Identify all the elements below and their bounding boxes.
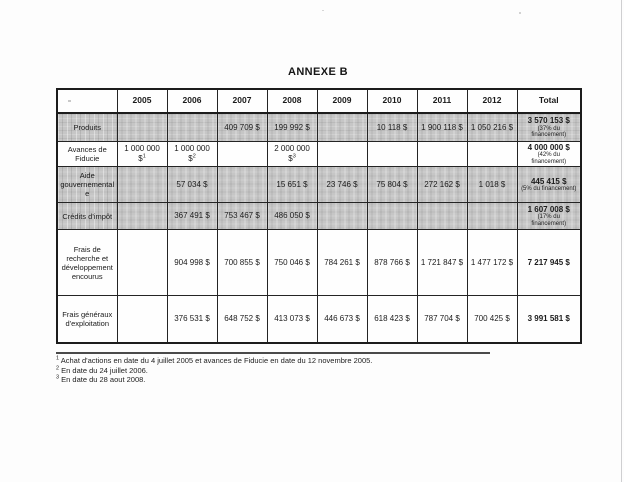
table-cell: 376 531 $ (167, 296, 217, 343)
table-cell: 199 992 $ (267, 113, 317, 141)
footnote-ref: 3 (292, 153, 296, 160)
total-amount: 1 607 008 $ (527, 204, 570, 214)
scan-speck (519, 12, 521, 14)
table-cell (167, 113, 217, 141)
table-header (57, 89, 581, 113)
column-header-2006: 2006 (167, 89, 217, 113)
table-cell: 1 018 $ (467, 167, 517, 203)
table-cell: 700 855 $ (217, 230, 267, 296)
table-body (57, 113, 581, 343)
column-header-2009: 2009 (317, 89, 367, 113)
table-cell: 2 000 000 \$$^3$ (267, 141, 317, 167)
table-cell (317, 141, 367, 167)
table-cell: 23 746 $ (317, 167, 367, 203)
footnote-number: 2 (56, 365, 60, 371)
table-cell: 750 046 $ (267, 230, 317, 296)
total-cell (517, 296, 581, 343)
total-note: (42% du financement) (531, 152, 567, 165)
row-label: Aide gouvernementale (57, 167, 117, 203)
table-cell (367, 141, 417, 167)
table-cell: 618 423 $ (367, 296, 417, 343)
table-cell: 486 050 $ (267, 203, 317, 230)
total-cell (517, 113, 581, 141)
table-cell: 10 118 $ (367, 113, 417, 141)
table-cell (317, 113, 367, 141)
table-row (57, 141, 581, 167)
table-cell (467, 203, 517, 230)
table-cell: 1 721 847 $ (417, 230, 467, 296)
table-cell (467, 141, 517, 167)
row-label: Frais de recherche et développement encourus (57, 230, 117, 296)
column-header-2012: 2012 (467, 89, 517, 113)
row-label: Produits (57, 113, 117, 141)
row-label: Crédits d'impôt (57, 203, 117, 230)
total-note: (5% du financement) (521, 186, 577, 192)
total-cell (517, 230, 581, 296)
table-cell: 753 467 $ (217, 203, 267, 230)
table-cell (117, 113, 167, 141)
footnote-number: 3 (56, 374, 60, 381)
column-header-2005: 2005 (117, 89, 167, 113)
column-header-2007: 2007 (217, 89, 267, 113)
total-note: (37% du financement) (531, 125, 567, 138)
table-row (57, 296, 581, 343)
table-cell: 1 000 000 \$$^1$ (117, 141, 167, 167)
total-note: (17% du financement) (531, 214, 567, 227)
annexe-b-table (56, 88, 582, 344)
table-cell (117, 167, 167, 203)
table-cell: 413 073 $ (267, 296, 317, 343)
column-header-2008: 2008 (267, 89, 317, 113)
footnote-number: 1 (56, 355, 60, 362)
table-cell (117, 230, 167, 296)
table-cell (417, 203, 467, 230)
column-header-blank (57, 89, 117, 113)
total-amount: 4 000 000 $ (527, 142, 570, 152)
total-amount: 445 415 $ (530, 176, 567, 186)
footnote: $^3$ En date du 28 aout 2008. (56, 374, 146, 384)
footnote-divider (56, 352, 490, 354)
table-row (57, 203, 581, 230)
row-label: Avances de Fiducie (57, 141, 117, 167)
table-cell: 1 000 000 \$$^2$ (167, 141, 217, 167)
table-cell: 75 804 $ (367, 167, 417, 203)
table-cell: 904 998 $ (167, 230, 217, 296)
scan-speck (322, 10, 324, 11)
table-cell (417, 141, 467, 167)
table-cell: 367 491 $ (167, 203, 217, 230)
total-cell (517, 167, 581, 203)
footnote-ref: 1 (142, 153, 146, 160)
table-cell: 784 261 $ (317, 230, 367, 296)
footnote-ref: 2 (192, 153, 196, 160)
table-cell: 878 766 $ (367, 230, 417, 296)
column-header-total: Total (517, 89, 581, 113)
table-row (57, 113, 581, 141)
column-header-2011: 2011 (417, 89, 467, 113)
table-cell: 787 704 $ (417, 296, 467, 343)
table-cell: 700 425 $ (467, 296, 517, 343)
table-cell (217, 167, 267, 203)
table-cell: 57 034 $ (167, 167, 217, 203)
table-cell: 1 050 216 $ (467, 113, 517, 141)
table-cell (367, 203, 417, 230)
column-header-2010: 2010 (367, 89, 417, 113)
footnote-list (56, 356, 526, 385)
total-amount: 3 991 581 $ (527, 314, 570, 323)
table-cell: 648 752 $ (217, 296, 267, 343)
footnote: $^2$ En date du 24 juillet 2006. (56, 365, 148, 375)
table-cell: 272 162 $ (417, 167, 467, 203)
table-cell: 1 900 118 $ (417, 113, 467, 141)
table-header-row (57, 89, 581, 113)
footnote: $^1$ Achat d'actions en date du 4 juillet 2005 et avances de Fiducie en date du 12 novembre 2005. (56, 355, 373, 365)
table-cell: 446 673 $ (317, 296, 367, 343)
table-cell: 409 709 $ (217, 113, 267, 141)
table-cell (317, 203, 367, 230)
scan-edge-artifact (621, 0, 622, 482)
total-cell (517, 203, 581, 230)
total-amount: 7 217 945 $ (527, 257, 570, 267)
table-cell (117, 203, 167, 230)
table-row (57, 167, 581, 203)
table-row (57, 230, 581, 296)
table-cell (117, 296, 167, 343)
footnotes-section (56, 352, 526, 385)
page-title: ANNEXE B (287, 66, 349, 78)
row-label: Frais généraux d'exploitation (57, 296, 117, 343)
total-cell (517, 141, 581, 167)
table-cell: 15 651 $ (267, 167, 317, 203)
table-cell: 1 477 172 $ (467, 230, 517, 296)
table-cell (217, 141, 267, 167)
total-amount: 3 570 153 $ (527, 116, 570, 125)
